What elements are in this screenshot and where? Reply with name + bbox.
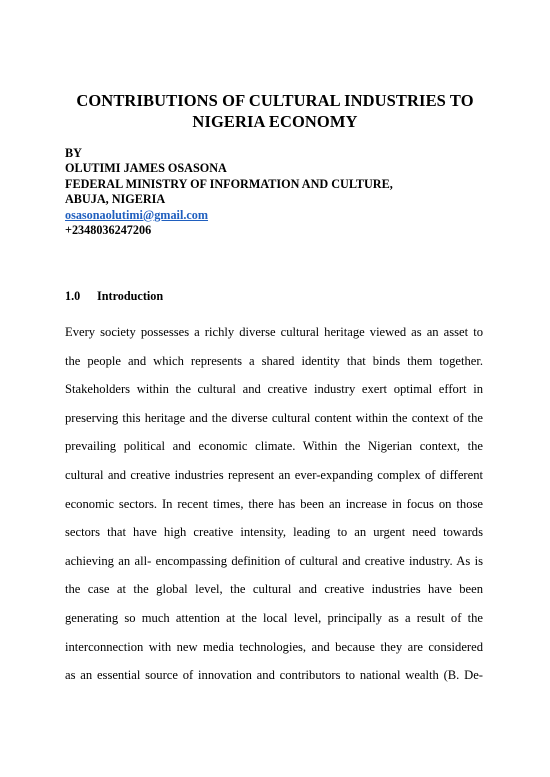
author-name: OLUTIMI JAMES OSASONA: [65, 161, 227, 176]
section-heading: [65, 289, 485, 304]
introduction-paragraph: [65, 318, 483, 690]
paragraph-line: economic sectors. In recent times, there has been an increase in focus on those: [65, 496, 483, 511]
author-affiliation: FEDERAL MINISTRY OF INFORMATION AND CULTURE,: [65, 176, 393, 191]
author-block: [65, 146, 495, 238]
title-line-2: NIGERIA ECONOMY: [192, 112, 358, 131]
paragraph-line: preserving this heritage and the diverse cultural content within the context of the: [65, 410, 483, 425]
byline-by: BY: [65, 146, 82, 160]
paragraph-line: as an essential source of innovation and contributors to national wealth (B. De-: [65, 668, 483, 683]
section-title: Introduction: [97, 289, 164, 303]
paragraph-line: the people and which represents a shared identity that binds them together.: [65, 353, 483, 368]
paragraph-line: the case at the global level, the cultural and creative industries have been: [65, 582, 483, 597]
paragraph-line: cultural and creative industries represent an ever-expanding complex of different: [65, 467, 483, 482]
author-email-link[interactable]: osasonaolutimi@gmail.com: [65, 207, 209, 222]
paragraph-line: interconnection with new media technologies, and because they are considered: [65, 639, 483, 654]
paragraph-line: Stakeholders within the cultural and creative industry exert optimal effort in: [65, 382, 483, 397]
paragraph-line: generating so much attention at the local level, principally as a result of the: [65, 610, 483, 625]
paper-title: [60, 90, 490, 132]
paragraph-line: prevailing political and economic climate. Within the Nigerian context, the: [65, 439, 483, 454]
paragraph-line: Every society possesses a richly diverse cultural heritage viewed as an asset to: [65, 325, 483, 339]
section-number: 1.0: [65, 289, 81, 303]
title-line-1: CONTRIBUTIONS OF CULTURAL INDUSTRIES TO: [76, 91, 474, 110]
author-location: ABUJA, NIGERIA: [65, 192, 166, 207]
paragraph-line: sectors that have high creative intensity, leading to an urgent need towards: [65, 525, 483, 540]
paragraph-line: achieving an all- encompassing definition of cultural and creative industry. As is: [65, 553, 483, 568]
author-phone: +2348036247206: [65, 223, 152, 238]
